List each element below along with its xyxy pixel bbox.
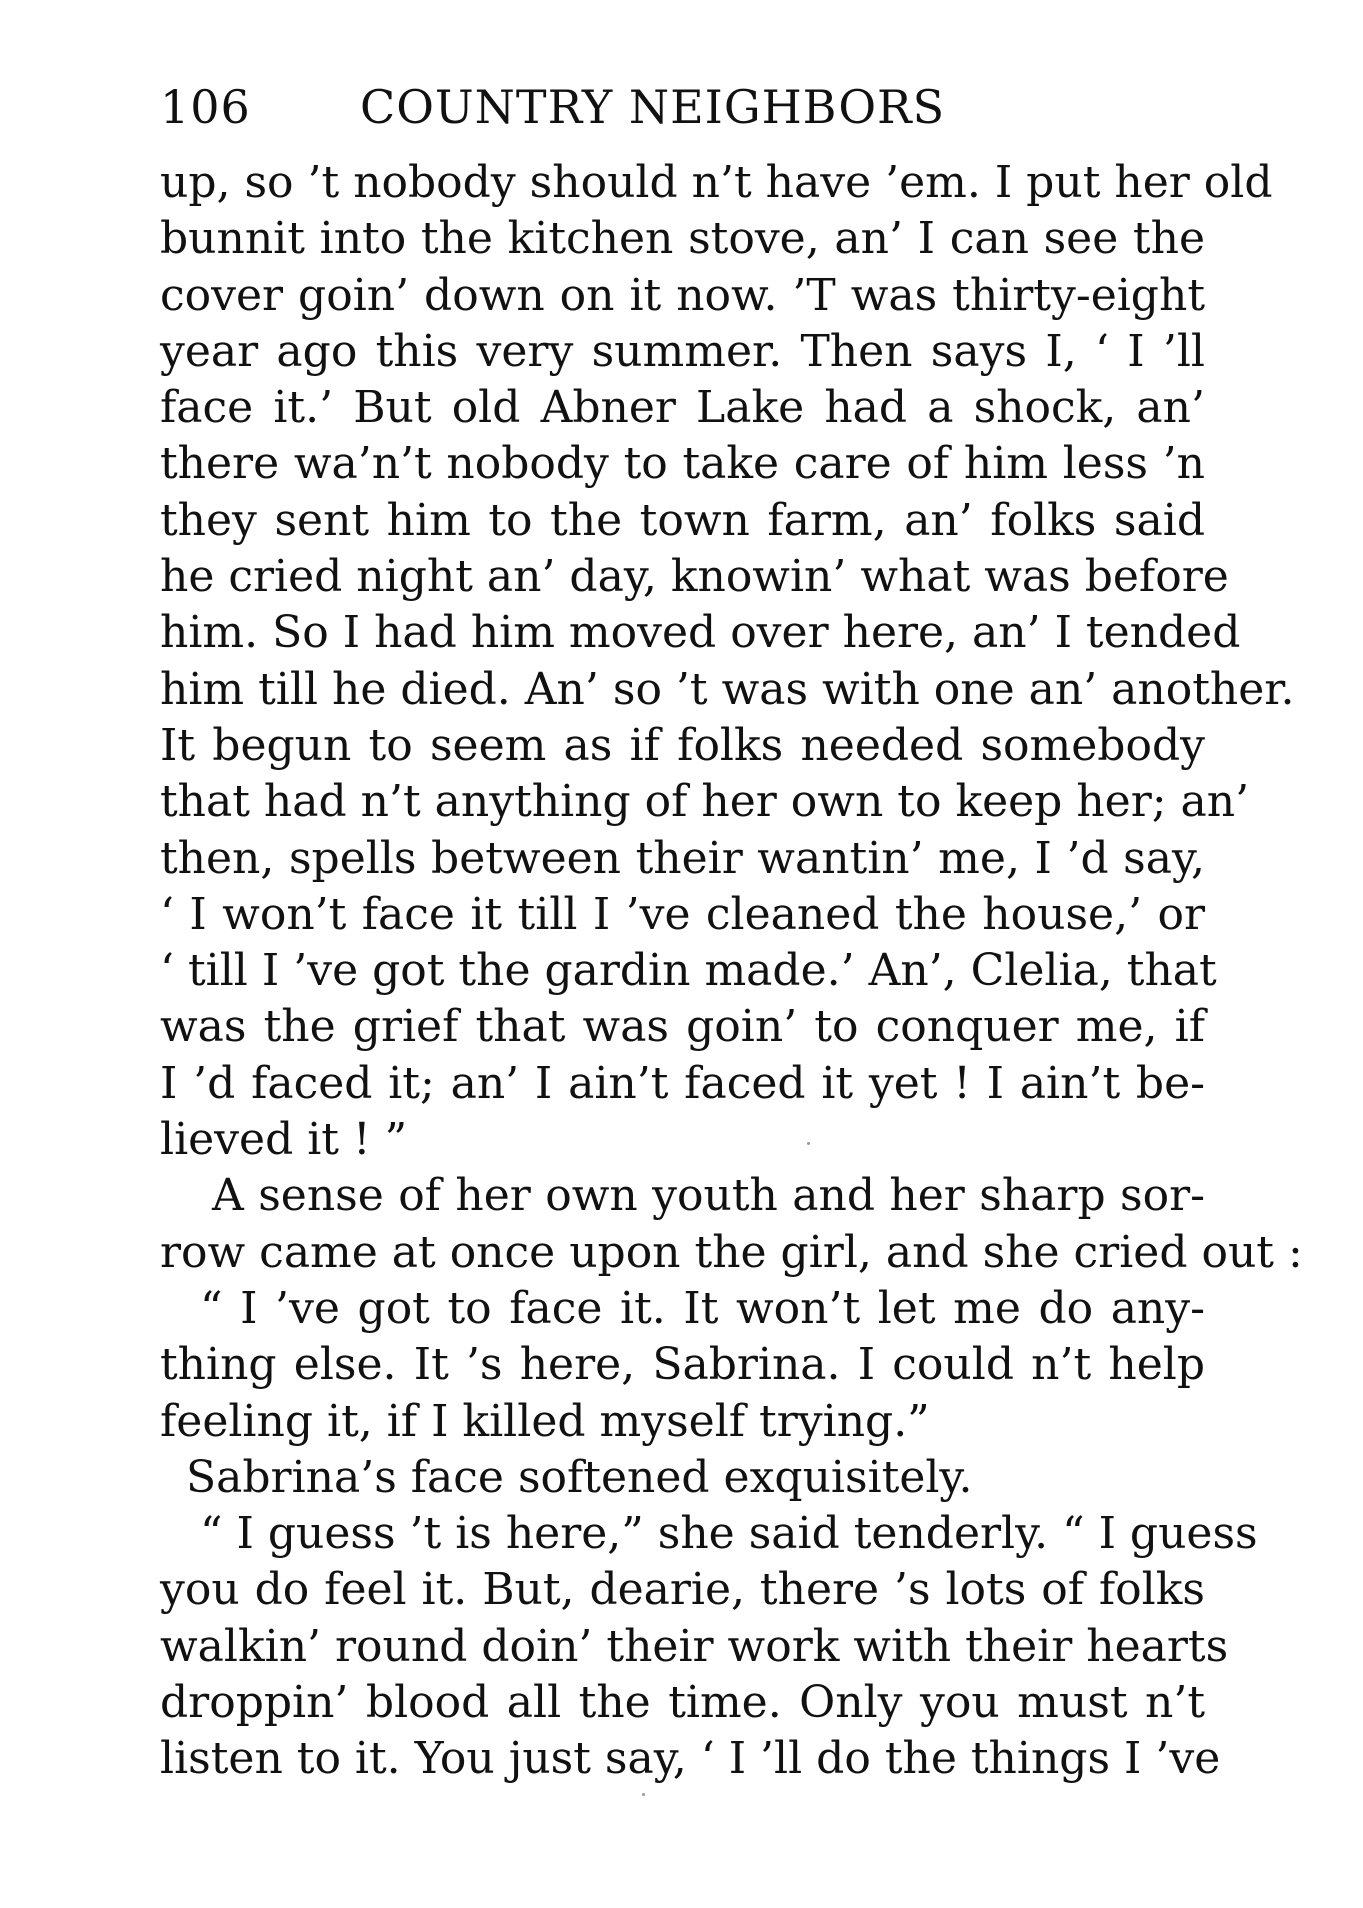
text-line: up, so ’t nobody should n’t have ’em. I put her old — [160, 157, 1273, 208]
text-line: ‘ I won’t face it till I ’ve cleaned the house,’ or — [160, 888, 1205, 940]
paragraph-first-line: “ I ’ve got to face it. It won’t let me do any- — [200, 1282, 1205, 1334]
text-line: was the grief that was goin’ to conquer me, if — [160, 1001, 1205, 1053]
text-line: row came at once upon the girl, and she cried out : — [160, 1226, 1303, 1278]
book-title: COUNTRY NEIGHBORS — [360, 80, 946, 134]
text-line: him. So I had him moved over here, an’ I tended — [160, 607, 1241, 659]
text-line: thing else. It ’s here, Sabrina. I could n’t help — [160, 1339, 1205, 1391]
text-line: bunnit into the kitchen stove, an’ I can see the — [160, 213, 1205, 265]
text-line: he cried night an’ day, knowin’ what was before — [160, 551, 1229, 603]
paragraph-first-line: Sabrina’s face softened exquisitely. — [186, 1451, 973, 1503]
paper-speck — [642, 1793, 645, 1796]
page-number: 106 — [160, 80, 251, 134]
paragraph-first-line: “ I guess ’t is here,” she said tenderly. “ I guess — [200, 1508, 1258, 1560]
paper-speck — [807, 1142, 810, 1145]
body-text — [160, 155, 1303, 1788]
text-line: year ago this very summer. Then says I, ‘ I ’ll — [160, 325, 1205, 377]
paragraph-first-line: A sense of her own youth and her sharp sor- — [212, 1170, 1205, 1222]
text-line: It begun to seem as if folks needed somebody — [160, 719, 1205, 771]
text-line: walkin’ round doin’ their work with their hearts — [160, 1620, 1229, 1672]
text-line: that had n’t anything of her own to keep her; an’ — [160, 776, 1250, 828]
text-line: then, spells between their wantin’ me, I ’d say, — [160, 832, 1205, 884]
text-line: you do feel it. But, dearie, there ’s lots of folks — [160, 1564, 1205, 1616]
text-line: ‘ till I ’ve got the gardin made.’ An’, Clelia, that — [160, 945, 1217, 997]
text-line: listen to it. You just say, ‘ I ’ll do the things I ’ve — [160, 1733, 1221, 1785]
text-line: droppin’ blood all the time. Only you must n’t — [160, 1677, 1205, 1729]
text-line: I ’d faced it; an’ I ain’t faced it yet ! I ain’t be- — [160, 1057, 1205, 1109]
text-line: there wa’n’t nobody to take care of him less ’n — [160, 438, 1205, 490]
text-line: cover goin’ down on it now. ’T was thirty-eight — [160, 269, 1205, 321]
text-line: feeling it, if I killed myself trying.” — [160, 1395, 930, 1447]
running-head — [160, 72, 1210, 142]
text-line: they sent him to the town farm, an’ folks said — [160, 494, 1205, 546]
text-line: him till he died. An’ so ’t was with one an’ another. — [160, 663, 1295, 715]
text-line: face it.’ But old Abner Lake had a shock, an’ — [160, 382, 1205, 434]
text-line: lieved it ! ” — [160, 1114, 408, 1166]
